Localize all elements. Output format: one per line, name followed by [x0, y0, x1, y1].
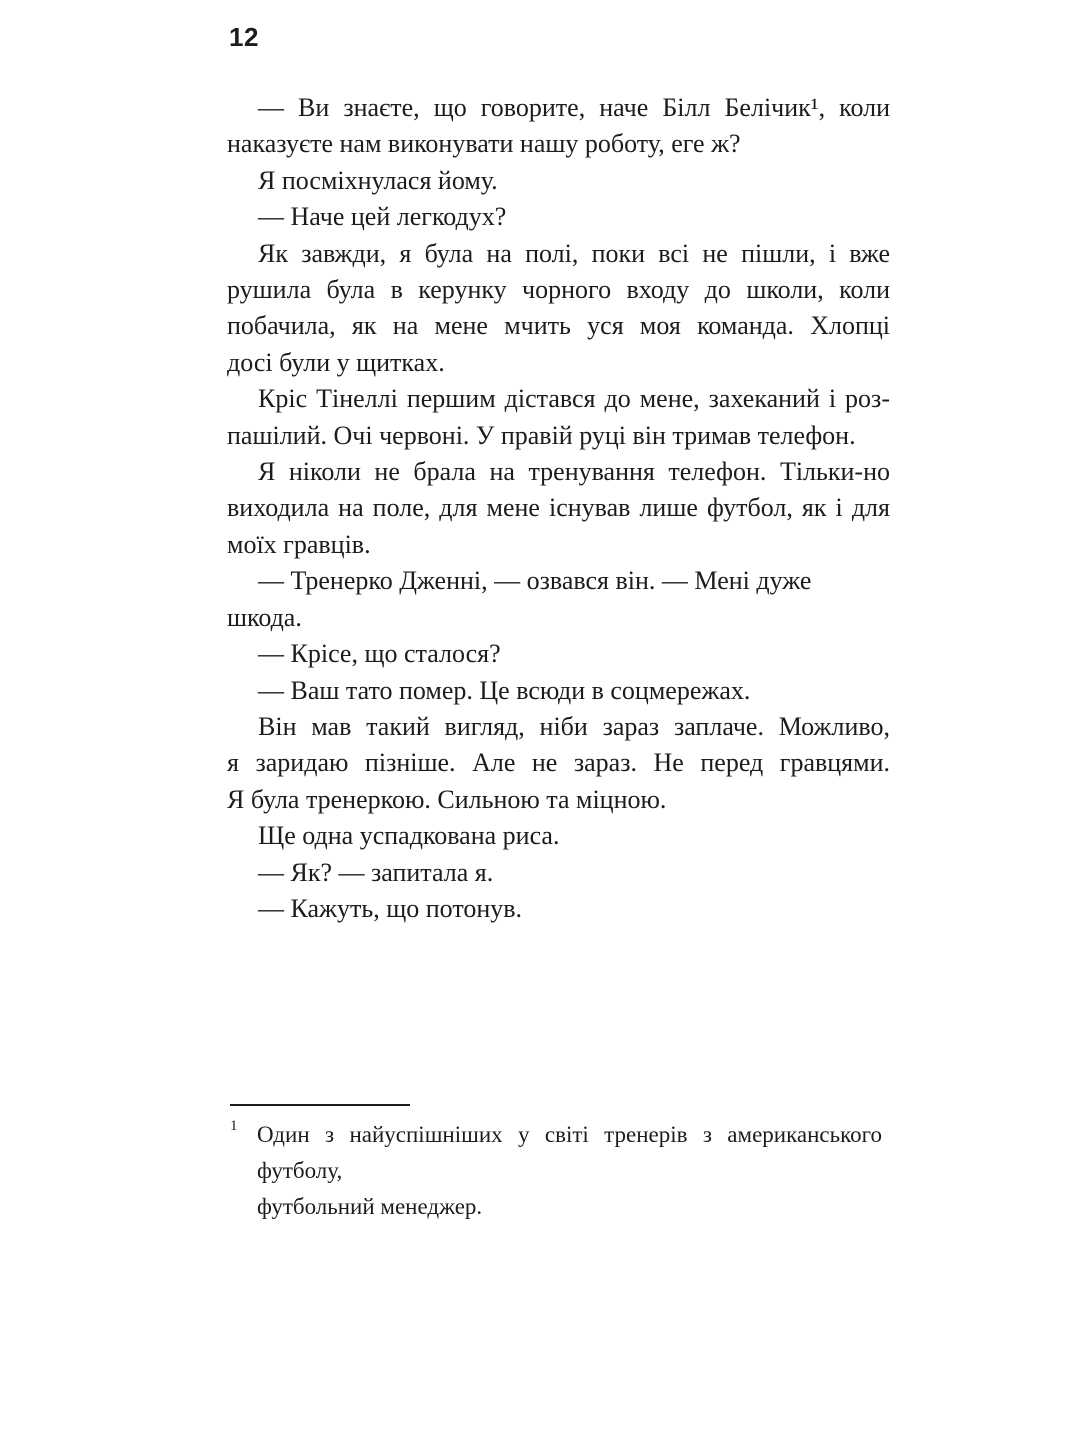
page-number: 12 [229, 22, 259, 52]
paragraph [227, 891, 890, 927]
text-line: виходила на поле, для мене існував лише футбол, як і для [227, 493, 890, 523]
paragraph [227, 454, 890, 563]
text-line: Я посміхнулася йому. [258, 165, 498, 195]
text-line: — Наче цей легкодух? [258, 202, 507, 232]
text-line: досі були у щитках. [227, 347, 445, 377]
text-line: — Як? — запитала я. [258, 857, 494, 887]
text-line: — Кажуть, що потонув. [258, 893, 523, 923]
text-line: Кріс Тінеллі першим дістався до мене, захеканий і роз- [258, 384, 890, 414]
text-line: — Ваш тато помер. Це всюди в соцмережах. [258, 675, 751, 705]
footnote-divider [230, 1104, 410, 1106]
text-line: Я ніколи не брала на тренування телефон. Тільки-но [258, 457, 890, 487]
body-text [227, 90, 890, 927]
text-line: побачила, як на мене мчить уся моя команда. Хлопці [227, 311, 890, 341]
footnote-marker: 1 [230, 1118, 238, 1134]
text-line: футбольний менеджер. [257, 1194, 483, 1219]
text-line: — Тренерко Дженні, — озвався він. — Мені дуже шкода. [227, 566, 812, 632]
text-line: — Крісе, що сталося? [258, 639, 501, 669]
footnote [230, 1117, 882, 1225]
paragraph [227, 236, 890, 382]
text-line: я заридаю пізніше. Але не зараз. Не перед гравцями. [227, 748, 890, 778]
paragraph [227, 199, 890, 235]
paragraph [227, 163, 890, 199]
text-line: Він мав такий вигляд, ніби зараз заплаче. Можливо, [258, 711, 890, 741]
text-line: наказуєте нам виконувати нашу роботу, еге ж? [227, 129, 741, 159]
footnote-text [257, 1117, 882, 1225]
text-line: Я була тренеркою. Сильною та міцною. [227, 784, 667, 814]
paragraph [227, 563, 890, 636]
text-line: моїх гравців. [227, 529, 371, 559]
paragraph [227, 636, 890, 672]
text-line: рушила була в керунку чорного входу до школи, коли [227, 275, 890, 305]
text-line: Ще одна успадкована риса. [258, 821, 560, 851]
text-line: Як завжди, я була на полі, поки всі не пішли, і вже [258, 238, 890, 268]
paragraph [227, 818, 890, 854]
paragraph [227, 90, 890, 163]
paragraph [227, 709, 890, 818]
paragraph [227, 381, 890, 454]
text-line: Один з найуспішніших у світі тренерів з американського футболу, [257, 1122, 882, 1183]
text-line: — Ви знаєте, що говорите, наче Білл Белічик¹, коли [258, 93, 890, 122]
paragraph [227, 855, 890, 891]
text-line: пашілий. Очі червоні. У правій руці він тримав телефон. [227, 420, 856, 450]
paragraph [227, 673, 890, 709]
